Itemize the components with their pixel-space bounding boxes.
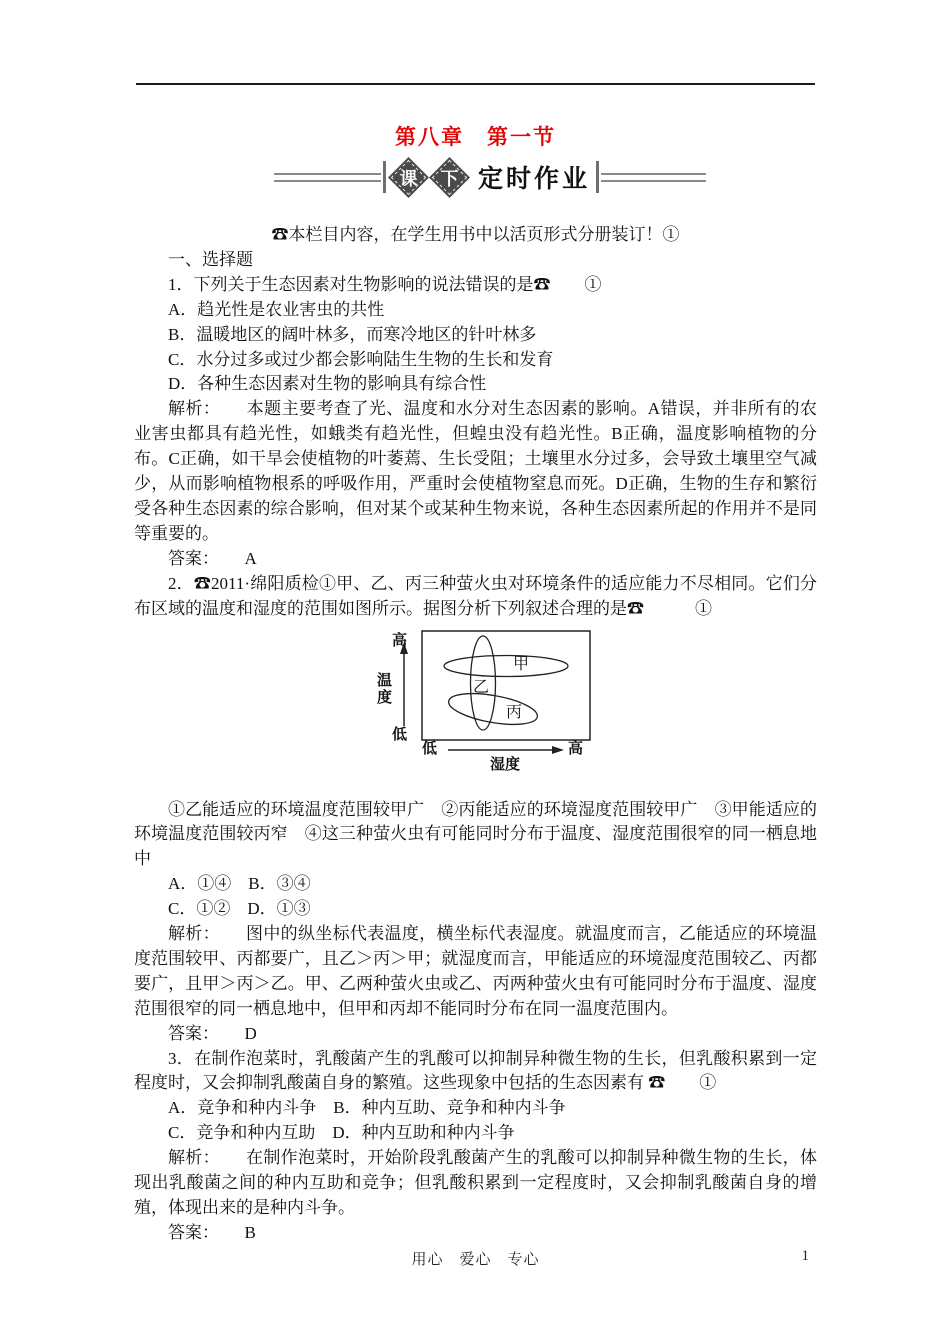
q3-options-cd: C．竞争和种内互助 D．种内互助和种内斗争 bbox=[168, 1123, 515, 1143]
x-axis-arrowhead bbox=[552, 746, 564, 754]
banner-title: 定时作业 bbox=[477, 165, 590, 193]
q1-option-a: A．趋光性是农业害虫的共性 bbox=[168, 299, 385, 319]
ellipse-bing-label: 丙 bbox=[506, 703, 523, 721]
q2-analysis: 解析： 图中的纵坐标代表温度，横坐标代表湿度。就温度而言，乙能适应的环境温度范围较甲、丙都要广，且乙＞丙＞甲；就湿度而言，甲能适应的环境湿度范围较乙、丙都要广，且甲＞丙＞乙。甲、乙两种萤火虫或乙、丙两种萤火虫有可能同时分布于温度、湿度范围很窄的同一栖息地中，但甲和丙却不能同时分布在同一温度范围内。 bbox=[134, 924, 817, 1018]
banner-right-line bbox=[601, 173, 706, 182]
x-low-label: 低 bbox=[422, 739, 438, 757]
q2-figure bbox=[370, 626, 600, 776]
q2-options-ab: A．①④ B．③④ bbox=[168, 874, 311, 894]
page-footer bbox=[134, 1248, 817, 1269]
notice-line: ☎本栏目内容，在学生用书中以活页形式分册装订！① bbox=[271, 225, 680, 244]
header-rule bbox=[136, 83, 815, 85]
q3-analysis: 解析： 在制作泡菜时，开始阶段乳酸菌产生的乳酸可以抑制异种微生物的生长，体现出乳酸菌之间的种内互助和竞争；但乳酸积累到一定程度时，又会抑制乳酸菌自身的增殖，体现出来的是种内斗争。 bbox=[134, 1148, 817, 1217]
chapter-title: 第八章 第一节 bbox=[395, 126, 556, 149]
q3-options-ab: A．竞争和种内斗争 B．种内互助、竞争和种内斗争 bbox=[168, 1098, 566, 1118]
q2-stem: 2．☎2011·绵阳质检①甲、乙、丙三种萤火虫对环境条件的适应能力不尽相同。它们分布区域的温度和湿度的范围如图所示。据图分析下列叙述合理的是☎ ① bbox=[134, 573, 817, 618]
q1-stem: 1．下列关于生态因素对生物影响的说法错误的是☎ ① bbox=[168, 274, 602, 294]
footer-motto: 用心 爱心 专心 bbox=[411, 1252, 540, 1268]
q1-analysis: 解析： 本题主要考查了光、温度和水分对生态因素的影响。A错误，并非所有的农业害虫都具有趋光性，如蛾类有趋光性，但蝗虫没有趋光性。B正确，温度影响植物的分布。C正确，如干旱会使植物的叶萎蔫、生长受阻；土壤里水分过多，会导致土壤里空气减少，从而影响植物根系的呼吸作用，严重时会使植物窒息而死。D正确，生物的生存和繁衍受各种生态因素的综合影响，但对某个或某种生物来说，各种生态因素所起的作用并不是同等重要的。 bbox=[134, 399, 817, 543]
q1-option-c: C．水分过多或过少都会影响陆生生物的生长和发育 bbox=[168, 349, 554, 369]
q3-stem: 3．在制作泡菜时，乳酸菌产生的乳酸可以抑制异种微生物的生长，但乳酸积累到一定程度时，又会抑制乳酸菌自身的繁殖。这些现象中包括的生态因素有 ☎ ① bbox=[134, 1048, 817, 1093]
banner-left-bar bbox=[383, 161, 386, 193]
q1-option-b: B．温暖地区的阔叶林多，而寒冷地区的针叶林多 bbox=[168, 324, 537, 344]
assignment-banner bbox=[0, 156, 950, 198]
x-high-label: 高 bbox=[568, 739, 584, 757]
q2-options-cd: C．①② D．①③ bbox=[168, 899, 311, 919]
q1-answer: 答案： A bbox=[168, 548, 257, 568]
q1-option-d: D．各种生态因素对生物的影响具有综合性 bbox=[168, 374, 487, 394]
y-high-label: 高 bbox=[392, 631, 408, 649]
banner-badge-xia bbox=[429, 156, 470, 197]
q2-answer: 答案： D bbox=[168, 1023, 257, 1043]
banner-right-bar bbox=[596, 161, 599, 193]
y-low-label: 低 bbox=[392, 725, 408, 743]
banner-badge-xia-char: 下 bbox=[440, 168, 459, 188]
ellipse-jia bbox=[444, 655, 568, 676]
banner-badge-ke bbox=[388, 156, 429, 197]
ellipse-jia-label: 甲 bbox=[513, 655, 530, 673]
page-number: 1 bbox=[801, 1248, 809, 1264]
q2-statements: ①乙能适应的环境温度范围较甲广 ②丙能适应的环境湿度范围较甲广 ③甲能适应的环境温度范围较丙窄 ④这三种萤火虫有可能同时分布于温度、湿度范围很窄的同一栖息地中 bbox=[134, 799, 817, 869]
ellipse-yi-label: 乙 bbox=[473, 678, 490, 696]
section-heading: 一、选择题 bbox=[168, 249, 253, 269]
document-body bbox=[134, 223, 817, 1246]
x-axis-label: 湿度 bbox=[490, 755, 521, 773]
banner-badge-ke-char: 课 bbox=[399, 168, 418, 188]
y-axis-label: 温度 bbox=[375, 671, 392, 706]
banner-left-line bbox=[274, 173, 381, 182]
q3-answer: 答案： B bbox=[168, 1222, 256, 1242]
